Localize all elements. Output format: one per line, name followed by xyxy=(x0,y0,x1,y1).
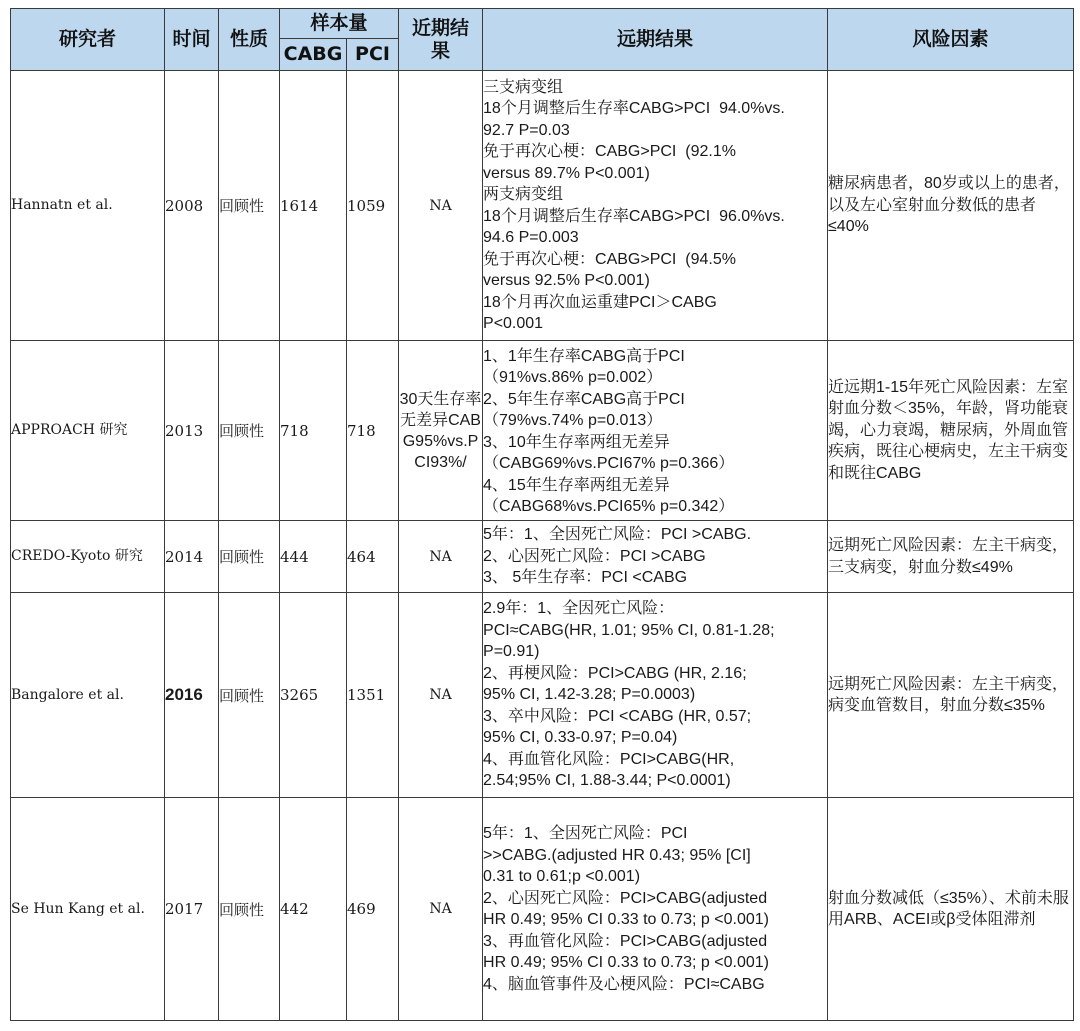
long-term-line: 3、10年生存率两组无差异 xyxy=(483,433,670,451)
cell-cabg: 442 xyxy=(280,798,347,1021)
long-term-line: versus 92.5% P<0.001) xyxy=(483,272,650,289)
table-header xyxy=(11,9,1074,71)
cell-year: 2013 xyxy=(165,341,219,521)
cell-short-term: NA xyxy=(399,71,483,341)
cell-short-term: NA xyxy=(399,593,483,798)
long-term-line: 3、 5年生存率：PCI <CABG xyxy=(483,569,688,587)
long-term-line: 92.7 P=0.03 xyxy=(483,121,570,139)
table-row xyxy=(11,71,1074,341)
long-term-line: 94.6 P=0.003 xyxy=(483,229,579,246)
long-term-line: （79%vs.74% p=0.013） xyxy=(483,412,663,429)
cell-cabg: 718 xyxy=(280,341,347,521)
cell-pci: 1351 xyxy=(347,593,399,798)
long-term-line: （CABG68%vs.PCI65% p=0.342） xyxy=(483,498,735,515)
header-year: 时间 xyxy=(165,9,219,71)
header-risk-factors: 风险因素 xyxy=(828,9,1074,71)
long-term-line: 95% CI, 0.33-0.97; P=0.04) xyxy=(483,729,678,747)
long-term-line: （CABG69%vs.PCI67% p=0.366） xyxy=(483,455,735,472)
cell-long-term xyxy=(483,71,828,341)
cell-pci: 464 xyxy=(347,521,399,593)
long-term-line: HR 0.49; 95% CI 0.33 to 0.73; p <0.001) xyxy=(483,954,769,971)
long-term-line: 0.31 to 0.61;p <0.001) xyxy=(483,868,641,885)
study-comparison-table xyxy=(10,8,1074,1021)
long-term-line: 免于再次心梗：CABG>PCI (92.1% xyxy=(483,143,736,160)
table-row xyxy=(11,521,1074,593)
cell-pci: 1059 xyxy=(347,71,399,341)
long-term-line: 95% CI, 1.42-3.28; P=0.0003) xyxy=(483,686,696,704)
cell-nature: 回顾性 xyxy=(219,593,280,798)
cell-researcher: APPROACH 研究 xyxy=(11,341,165,521)
cell-risk-factors: 糖尿病患者，80岁或以上的患者，以及左心室射血分数低的患者≤40% xyxy=(828,71,1074,341)
cell-year: 2008 xyxy=(165,71,219,341)
cell-risk-factors: 射血分数减低（≤35%）、术前未服用ARB、ACEI或β受体阻滞剂 xyxy=(828,798,1074,1021)
long-term-line: 1、1年生存率CABG高于PCI xyxy=(483,347,685,365)
long-term-line: 4、15年生存率两组无差异 xyxy=(483,476,670,494)
long-term-line: 4、再血管化风险：PCI>CABG(HR, xyxy=(483,750,735,768)
cell-long-term xyxy=(483,593,828,798)
long-term-line: P<0.001 xyxy=(483,315,544,332)
long-term-line: >>CABG.(adjusted HR 0.43; 95% [CI] xyxy=(483,846,751,864)
header-pci: PCI xyxy=(347,39,399,71)
cell-year: 2016 xyxy=(165,593,219,798)
header-long-term: 远期结果 xyxy=(483,9,828,71)
cell-risk-factors: 远期死亡风险因素：左主干病变，三支病变，射血分数≤49% xyxy=(828,521,1074,593)
cell-long-term xyxy=(483,341,828,521)
cell-cabg: 444 xyxy=(280,521,347,593)
cell-nature: 回顾性 xyxy=(219,341,280,521)
long-term-line: 2、5年生存率CABG高于PCI xyxy=(483,390,685,408)
long-term-line: 2、再梗风险：PCI>CABG (HR, 2.16; xyxy=(483,664,747,682)
long-term-line: 2、心因死亡风险：PCI>CABG(adjusted xyxy=(483,889,768,907)
cell-short-term: NA xyxy=(399,798,483,1021)
long-term-line: 2.54;95% CI, 1.88-3.44; P<0.0001) xyxy=(483,772,731,790)
header-cabg: CABG xyxy=(280,39,347,71)
cell-short-term: NA xyxy=(399,521,483,593)
cell-nature: 回顾性 xyxy=(219,71,280,341)
long-term-line: P=0.91) xyxy=(483,643,540,661)
cell-researcher: Hannatn et al. xyxy=(11,71,165,341)
long-term-line: 免于再次心梗：CABG>PCI (94.5% xyxy=(483,250,736,268)
long-term-line: 3、卒中风险：PCI <CABG (HR, 0.57; xyxy=(483,707,752,725)
cell-risk-factors: 远期死亡风险因素：左主干病变，病变血管数目，射血分数≤35% xyxy=(828,593,1074,798)
long-term-line: 两支病变组 xyxy=(483,186,564,203)
long-term-line: 2.9年：1、全因死亡风险： xyxy=(483,600,675,618)
long-term-line: HR 0.49; 95% CI 0.33 to 0.73; p <0.001) xyxy=(483,911,769,928)
cell-cabg: 1614 xyxy=(280,71,347,341)
header-nature: 性质 xyxy=(219,9,280,71)
cell-pci: 718 xyxy=(347,341,399,521)
table-body xyxy=(11,71,1074,1021)
header-short-term: 近期结果 xyxy=(399,9,483,71)
long-term-line: 18个月调整后生存率CABG>PCI 94.0%vs. xyxy=(483,100,785,117)
long-term-line: 5年：1、全因死亡风险：PCI >CABG. xyxy=(483,526,752,544)
cell-pci: 469 xyxy=(347,798,399,1021)
long-term-line: 三支病变组 xyxy=(483,78,564,96)
header-researcher: 研究者 xyxy=(11,9,165,71)
cell-cabg: 3265 xyxy=(280,593,347,798)
cell-year: 2014 xyxy=(165,521,219,593)
cell-researcher: CREDO-Kyoto 研究 xyxy=(11,521,165,593)
long-term-line: PCI≈CABG(HR, 1.01; 95% CI, 0.81-1.28; xyxy=(483,621,775,639)
cell-researcher: Bangalore et al. xyxy=(11,593,165,798)
cell-short-term: 30天生存率无差异CABG95%vs.PCI93%/ xyxy=(399,341,483,521)
long-term-line: 4、脑血管事件及心梗风险：PCI≈CABG xyxy=(483,975,765,993)
long-term-line: 2、心因死亡风险：PCI >CABG xyxy=(483,547,706,565)
cell-risk-factors: 近远期1-15年死亡风险因素：左室射血分数＜35%，年龄，肾功能衰竭，心力衰竭，糖尿病，外周血管疾病，既往心梗病史，左主干病变和既往CABG xyxy=(828,341,1074,521)
long-term-line: 3、再血管化风险：PCI>CABG(adjusted xyxy=(483,932,768,950)
cell-long-term xyxy=(483,521,828,593)
long-term-line: 18个月再次血运重建PCI＞CABG xyxy=(483,293,717,311)
long-term-line: versus 89.7% P<0.001) xyxy=(483,164,650,182)
long-term-line: 5年：1、全因死亡风险：PCI xyxy=(483,825,688,842)
cell-year: 2017 xyxy=(165,798,219,1021)
cell-researcher: Se Hun Kang et al. xyxy=(11,798,165,1021)
table-row xyxy=(11,341,1074,521)
cell-nature: 回顾性 xyxy=(219,798,280,1021)
long-term-line: 18个月调整后生存率CABG>PCI 96.0%vs. xyxy=(483,207,785,225)
cell-long-term xyxy=(483,798,828,1021)
long-term-line: （91%vs.86% p=0.002） xyxy=(483,369,663,386)
cell-nature: 回顾性 xyxy=(219,521,280,593)
table-row xyxy=(11,798,1074,1021)
header-sample-size: 样本量 xyxy=(280,9,399,39)
table-row xyxy=(11,593,1074,798)
